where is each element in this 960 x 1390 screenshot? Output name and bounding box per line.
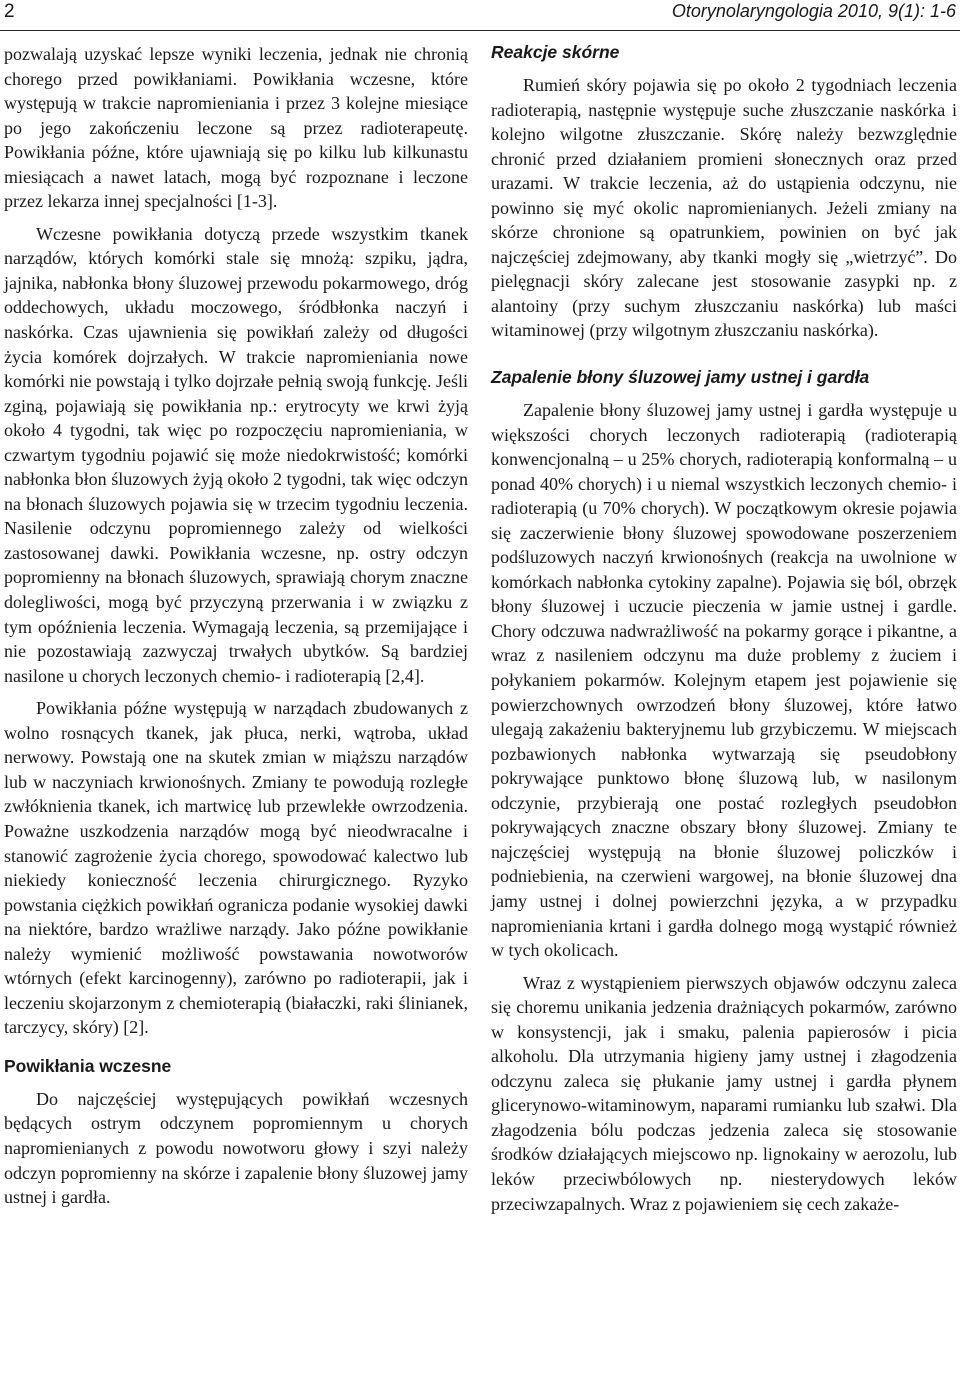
right-column	[491, 42, 957, 1216]
section-title-mucositis: Zapalenie błony śluzowej jamy ustnej i gardła	[491, 367, 870, 388]
left-column	[4, 42, 468, 1210]
paragraph-late-complications: Powikłania późne występują w narządach zbudowanych z wolno rosnących tkanek, jak płuca, nerki, wątroba, układ nerwowy. Powstają one na skutek zmian w miąższu narządów lub w naczyniach krwionośnych. Zmiany te powodują rozległe zwłóknienia tkanek, ich martwicę lub przewlekłe owrzodzenia. Poważne uszkodzenia narządów mogą być nieodwracalne i stanowić zagrożenie życia chorego, spowodować kalectwo lub niekiedy konieczność leczenia chirurgicznego. Ryzyko powstania ciężkich powikłań ogranicza podanie wysokiej dawki na niektóre, bardzo wrażliwe narządy. Jako późne powikłanie należy wymienić możliwość powstawania nowotworów wtórnych (efekt karcinogenny), zarówno po radioterapii, jak i leczeniu skojarzonym z chemioterapią (białaczki, raki ślinianek, tarczycy, skóry) [2].	[4, 698, 468, 1038]
paragraph-skin-reactions: Rumień skóry pojawia się po około 2 tygodniach leczenia radioterapią, następnie występuje suche złuszczanie naskórka i kolejno wilgotne złuszczanie. Skórę należy bezwzględnie chronić przed działaniem promieni słonecznych oraz przed urazami. W trakcie leczenia, aż do ustąpienia odczynu, nie powinno się myć okolic napromienianych. Jeżeli zmiany na skórze chronione są opatrunkiem, powinien on być jak najczęściej zdejmowany, aby tkanki mogły się „wietrzyć”. Do pielęgnacji skóry zalecane jest stosowanie zasypki np. z alantoiny (przy suchym złuszczaniu naskórka) lub maści witaminowej (przy wilgotnym złuszczaniu naskórka).	[491, 75, 957, 341]
paragraph-early-complications: Wczesne powikłania dotyczą przede wszystkim tkanek narządów, których komórki stale się mnożą: szpiku, jądra, jajnika, nabłonka błony śluzowej przewodu pokarmowego, dróg oddechowych, układu moczowego, śródbłonka naczyń i naskórka. Czas ujawnienia się powikłań zależy od długości życia komórek dojrzałych. W trakcie napromieniania nowe komórki nie powstają i tylko dojrzałe pełnią swoją funkcję. Jeśli zginą, pojawiają się powikłania np.: erytrocyty we krwi żyją około 4 tygodni, tak więc po rozpoczęciu napromieniania, w czwartym tygodniu pojawić się może niedokrwistość; komórki nabłonka błon śluzowych żyją około 2 tygodni, tak więc odczyn na błonach śluzowych pojawia się w trzecim tygodniu leczenia. Nasilenie odczynu popromiennego zależy od wielkości zastosowanej dawki. Powikłania wczesne, np. ostry odczyn popromienny na błonach śluzowych, sprawiają chorym znaczne dolegliwości, mogą być przyczyną przerwania i w związku z tym opóźnienia leczenia. Wymagają leczenia, są przemijające i nie pozostawiają zazwyczaj trwałych ubytków. Są bardziej nasilone u chorych leczonych chemio- i radioterapią [2,4].	[4, 223, 468, 686]
section-title-skin-reactions: Reakcje skórne	[491, 42, 620, 62]
page-header	[0, 0, 960, 30]
paragraph-mucositis: Zapalenie błony śluzowej jamy ustnej i gardła występuje u większości chorych leczonych radioterapią (radioterapią konwencjonalną – u 25% chorych, radioterapią konformalną – u ponad 40% chorych) i u niemal wszystkich leczonych chemio- i radioterapią (u 70% chorych). W początkowym okresie pojawia się zaczerwienie błony śluzowej spowodowane poszerzeniem podśluzowych naczyń krwionośnych (reakcja na uwolnione w komórkach nabłonka cytokiny zapalne). Pojawia się ból, obrzęk błony śluzowej i uczucie pieczenia w jamie ustnej i gardle. Chory odczuwa nadwrażliwość na pokarmy gorące i pikantne, a wraz z nasileniem odczynu ma duże problemy z żuciem i połykaniem pokarmów. Kolejnym etapem jest pojawienie się powierzchownych owrzodzeń błony śluzowej, które łatwo ulegają zakażeniu bakteryjnemu lub grzybiczemu. W miejscach pozbawionych nabłonka wytwarzają się pseudobłony pokrywające punktowo błonę śluzową lub, w nasilonym odczynie, przybierają one postać rozległych pseudobłon pokrywających znaczne obszary błony śluzowej. Zmiany te najczęściej występują na błonie śluzowej policzków i podniebienia, na czerwieni wargowej, na błonie śluzowej dna jamy ustnej i dolnej powierzchni języka, a w przypadku napromieniania krtani i gardła dolnego mogą wystąpić również w tych okolicach.	[491, 400, 957, 961]
paragraph-mucositis-management: Wraz z wystąpieniem pierwszych objawów odczynu zaleca się choremu unikania jedzenia drażniących pokarmów, zarówno w konsystencji, jak i smaku, palenia papierosów i picia alkoholu. Dla utrzymania higieny jamy ustnej i złagodzenia odczynu zaleca się płukanie jamy ustnej i gardła płynem glicerynowo-witaminowym, naparami rumianku lub szałwi. Dla złagodzenia bólu podczas jedzenia zaleca się stosowanie środków działających miejscowo np. lignokainy w aerozolu, lub leków przeciwbólowych np. niesterydowych leków przeciwzapalnych. Wraz z pojawieniem się cech zakaże-	[491, 972, 957, 1214]
header-rule	[0, 30, 960, 31]
section-title-early-complications: Powikłania wczesne	[4, 1055, 172, 1076]
page-number: 2	[4, 1, 15, 22]
paragraph-head-neck-reactions: Do najczęściej występujących powikłań wczesnych będących ostrym odczynem popromiennym u chorych napromienianych z powodu nowotworu głowy i szyi należy odczyn popromienny na skórze i zapalenie błony śluzowej jamy ustnej i gardła.	[4, 1088, 468, 1208]
paragraph-intro-complications: pozwalają uzyskać lepsze wyniki leczenia, jednak nie chronią chorego przed powikłaniami. Powikłania wczesne, które występują w trakcie napromieniania i przez 3 kolejne miesiące po jego zakończeniu leczone są przez radioterapeutę. Powikłania późne, które ujawniają się po kilku lub kilkunastu miesiącach a nawet latach, mogą być rozpoznane i leczone przez lekarza innej specjalności [1-3].	[4, 44, 468, 212]
journal-running-head: Otorynolaryngologia 2010, 9(1): 1-6	[671, 1, 956, 21]
